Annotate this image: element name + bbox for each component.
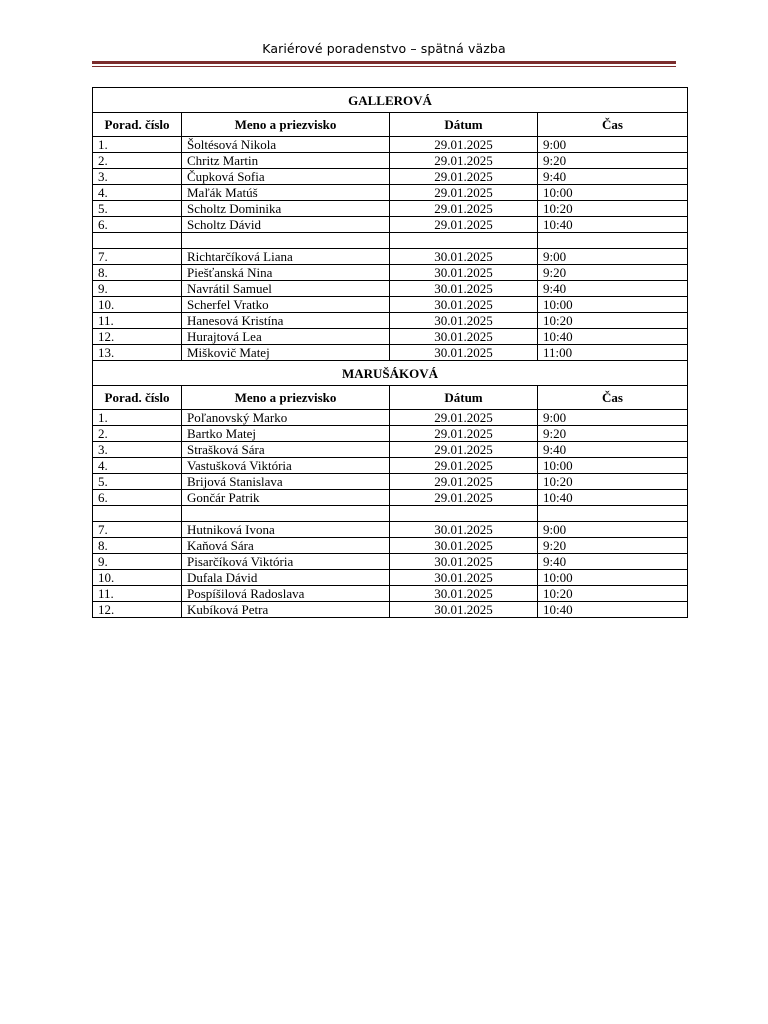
schedule-table-body: [93, 88, 688, 618]
table-row: [93, 265, 688, 281]
cell-name: Chritz Martin: [182, 153, 390, 169]
cell-order: 10.: [93, 297, 182, 313]
cell-order: 12.: [93, 329, 182, 345]
cell-name: Hutniková Ivona: [182, 522, 390, 538]
cell-time: 10:40: [538, 490, 688, 506]
cell-time: 9:00: [538, 410, 688, 426]
table-row: [93, 410, 688, 426]
cell-time: 9:20: [538, 153, 688, 169]
cell-name: Pisarčíková Viktória: [182, 554, 390, 570]
col-header-name: Meno a priezvisko: [182, 113, 390, 137]
cell-name: Richtarčíková Liana: [182, 249, 390, 265]
cell-name: Strašková Sára: [182, 442, 390, 458]
cell-name: Miškovič Matej: [182, 345, 390, 361]
cell-order: 7.: [93, 249, 182, 265]
table-row: [93, 554, 688, 570]
table-row: [93, 570, 688, 586]
cell-name: Piešťanská Nina: [182, 265, 390, 281]
cell-time: 10:00: [538, 185, 688, 201]
cell-date: 30.01.2025: [390, 522, 538, 538]
cell-date: 29.01.2025: [390, 426, 538, 442]
cell-name: Navrátil Samuel: [182, 281, 390, 297]
col-header-date: Dátum: [390, 113, 538, 137]
schedule-table: [92, 87, 688, 618]
cell-date: 29.01.2025: [390, 217, 538, 233]
header-rule-thick: [92, 61, 676, 64]
cell-time: 10:00: [538, 297, 688, 313]
cell-time: [538, 506, 688, 522]
cell-order: 10.: [93, 570, 182, 586]
cell-order: [93, 506, 182, 522]
cell-date: 30.01.2025: [390, 281, 538, 297]
cell-time: 9:20: [538, 426, 688, 442]
cell-date: [390, 233, 538, 249]
cell-order: 11.: [93, 313, 182, 329]
group-title-row: [93, 88, 688, 113]
table-row: [93, 137, 688, 153]
table-row: [93, 169, 688, 185]
cell-order: 3.: [93, 442, 182, 458]
group-title: MARUŠÁKOVÁ: [93, 361, 688, 386]
table-row: [93, 281, 688, 297]
table-row: [93, 458, 688, 474]
cell-date: 30.01.2025: [390, 313, 538, 329]
cell-name: Pospíšilová Radoslava: [182, 586, 390, 602]
cell-name: Scholtz Dávid: [182, 217, 390, 233]
spacer-row: [93, 506, 688, 522]
cell-order: [93, 233, 182, 249]
cell-date: [390, 506, 538, 522]
cell-name: Kaňová Sára: [182, 538, 390, 554]
cell-time: 10:20: [538, 474, 688, 490]
cell-date: 29.01.2025: [390, 201, 538, 217]
cell-order: 1.: [93, 410, 182, 426]
cell-time: 11:00: [538, 345, 688, 361]
cell-order: 13.: [93, 345, 182, 361]
table-row: [93, 474, 688, 490]
cell-date: 29.01.2025: [390, 458, 538, 474]
cell-time: 9:40: [538, 169, 688, 185]
cell-date: 29.01.2025: [390, 137, 538, 153]
cell-time: 9:00: [538, 137, 688, 153]
page-header-title: Kariérové poradenstvo – spätná väzba: [262, 41, 506, 56]
cell-time: 10:40: [538, 329, 688, 345]
cell-order: 6.: [93, 217, 182, 233]
column-header-row: [93, 386, 688, 410]
table-row: [93, 586, 688, 602]
cell-name: Maľák Matúš: [182, 185, 390, 201]
cell-date: 29.01.2025: [390, 410, 538, 426]
col-header-order: Porad. číslo: [93, 386, 182, 410]
cell-name: Kubíková Petra: [182, 602, 390, 618]
table-row: [93, 217, 688, 233]
table-row: [93, 442, 688, 458]
table-row: [93, 201, 688, 217]
table-row: [93, 345, 688, 361]
cell-name: Brijová Stanislava: [182, 474, 390, 490]
cell-time: 9:00: [538, 249, 688, 265]
cell-order: 9.: [93, 281, 182, 297]
cell-time: 10:40: [538, 602, 688, 618]
cell-name: Vastušková Viktória: [182, 458, 390, 474]
table-row: [93, 313, 688, 329]
cell-date: 29.01.2025: [390, 153, 538, 169]
col-header-name: Meno a priezvisko: [182, 386, 390, 410]
cell-time: 10:40: [538, 217, 688, 233]
table-row: [93, 426, 688, 442]
cell-time: 9:20: [538, 265, 688, 281]
cell-order: 6.: [93, 490, 182, 506]
cell-order: 2.: [93, 426, 182, 442]
table-row: [93, 538, 688, 554]
cell-date: 30.01.2025: [390, 538, 538, 554]
table-row: [93, 249, 688, 265]
table-row: [93, 490, 688, 506]
table-row: [93, 185, 688, 201]
cell-time: 10:20: [538, 586, 688, 602]
cell-date: 30.01.2025: [390, 602, 538, 618]
cell-order: 2.: [93, 153, 182, 169]
table-row: [93, 153, 688, 169]
cell-name: [182, 233, 390, 249]
cell-name: Bartko Matej: [182, 426, 390, 442]
cell-time: 10:00: [538, 570, 688, 586]
cell-time: 10:20: [538, 313, 688, 329]
cell-order: 1.: [93, 137, 182, 153]
cell-name: Scholtz Dominika: [182, 201, 390, 217]
group-title: GALLEROVÁ: [93, 88, 688, 113]
table-row: [93, 329, 688, 345]
cell-date: 29.01.2025: [390, 474, 538, 490]
cell-name: Šoltésová Nikola: [182, 137, 390, 153]
table-row: [93, 602, 688, 618]
header-rule-thin: [92, 66, 676, 67]
cell-name: Hanesová Kristína: [182, 313, 390, 329]
col-header-date: Dátum: [390, 386, 538, 410]
cell-order: 8.: [93, 265, 182, 281]
cell-time: 9:40: [538, 281, 688, 297]
cell-date: 30.01.2025: [390, 297, 538, 313]
cell-date: 29.01.2025: [390, 185, 538, 201]
spacer-row: [93, 233, 688, 249]
cell-time: 9:40: [538, 554, 688, 570]
cell-name: Čupková Sofia: [182, 169, 390, 185]
cell-order: 5.: [93, 201, 182, 217]
cell-date: 30.01.2025: [390, 329, 538, 345]
cell-order: 8.: [93, 538, 182, 554]
col-header-order: Porad. číslo: [93, 113, 182, 137]
cell-date: 30.01.2025: [390, 265, 538, 281]
cell-time: 10:20: [538, 201, 688, 217]
cell-name: Dufala Dávid: [182, 570, 390, 586]
cell-date: 30.01.2025: [390, 554, 538, 570]
cell-time: 9:40: [538, 442, 688, 458]
cell-order: 5.: [93, 474, 182, 490]
cell-time: 9:00: [538, 522, 688, 538]
col-header-time: Čas: [538, 386, 688, 410]
cell-order: 11.: [93, 586, 182, 602]
cell-order: 9.: [93, 554, 182, 570]
cell-date: 29.01.2025: [390, 490, 538, 506]
cell-name: Poľanovský Marko: [182, 410, 390, 426]
cell-name: Scherfel Vratko: [182, 297, 390, 313]
cell-time: [538, 233, 688, 249]
cell-date: 30.01.2025: [390, 345, 538, 361]
cell-date: 30.01.2025: [390, 586, 538, 602]
column-header-row: [93, 113, 688, 137]
cell-order: 4.: [93, 185, 182, 201]
cell-order: 4.: [93, 458, 182, 474]
cell-time: 10:00: [538, 458, 688, 474]
cell-date: 30.01.2025: [390, 570, 538, 586]
table-row: [93, 522, 688, 538]
cell-date: 29.01.2025: [390, 442, 538, 458]
cell-order: 12.: [93, 602, 182, 618]
cell-name: Gončár Patrik: [182, 490, 390, 506]
cell-date: 29.01.2025: [390, 169, 538, 185]
cell-order: 3.: [93, 169, 182, 185]
group-title-row: [93, 361, 688, 386]
cell-time: 9:20: [538, 538, 688, 554]
cell-date: 30.01.2025: [390, 249, 538, 265]
table-row: [93, 297, 688, 313]
col-header-time: Čas: [538, 113, 688, 137]
cell-order: 7.: [93, 522, 182, 538]
cell-name: [182, 506, 390, 522]
cell-name: Hurajtová Lea: [182, 329, 390, 345]
